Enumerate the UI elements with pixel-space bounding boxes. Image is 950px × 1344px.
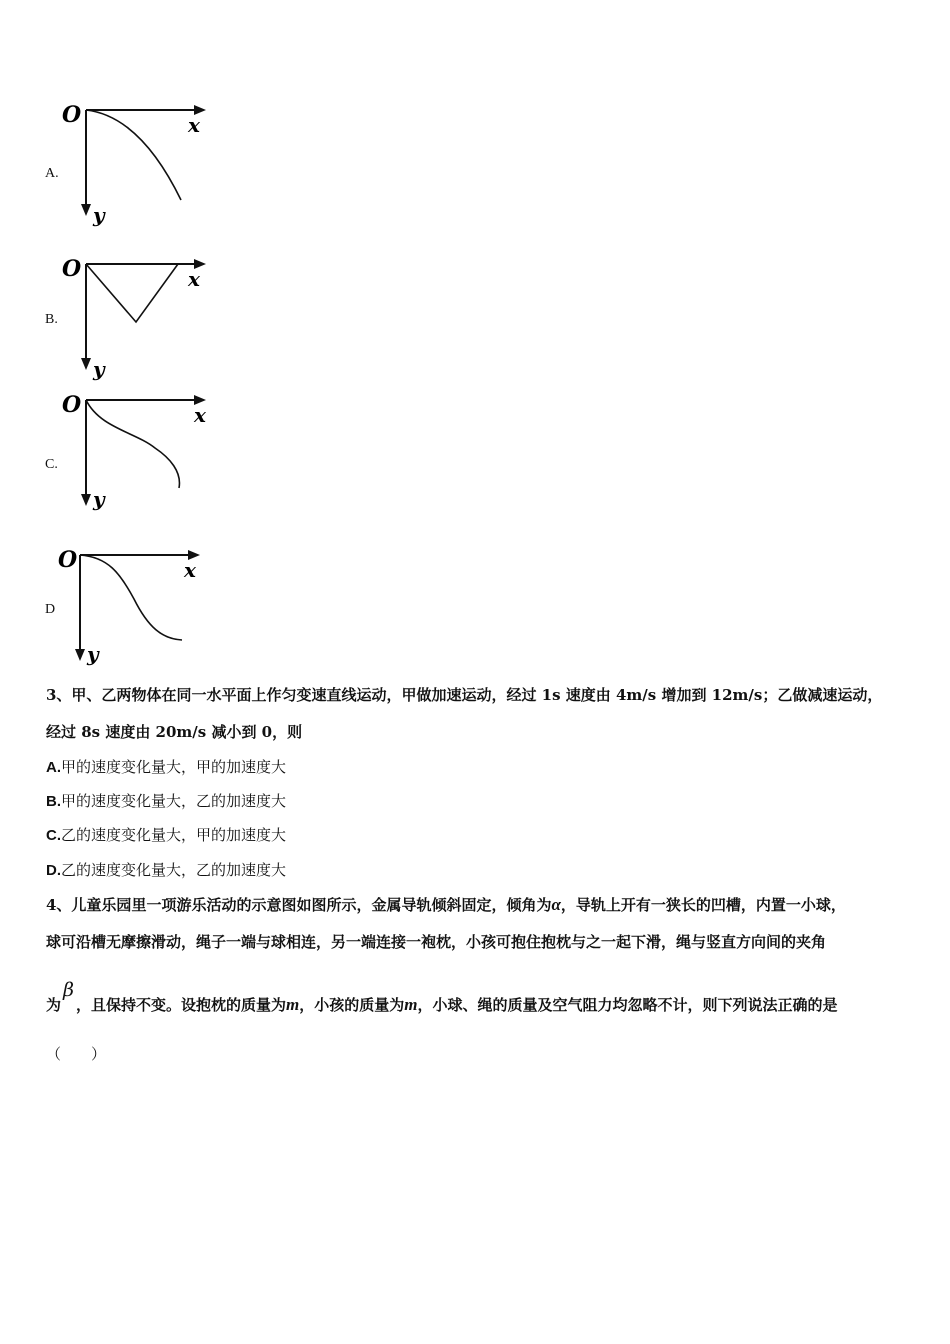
mass-symbol: m [286,995,300,1014]
beta-symbol: β [63,979,74,1001]
choice-letter: A. [46,759,61,776]
trajectory-curve-a [86,110,181,200]
origin-label: O [62,392,82,418]
q4-text: ，导轨上开有一狭长的凹槽，内置一小球， [560,896,846,914]
y-axis-label: y [87,642,99,666]
q3-choice-b[interactable] [46,790,286,811]
q4-text: ，小球、绳的质量及空气阻力均忽略不计，则下列说法正确的是 [417,996,838,1014]
q3-choice-d[interactable] [46,859,286,880]
choice-letter: D. [46,862,61,879]
origin-label: O [62,102,82,128]
q3-choice-c[interactable] [46,824,286,845]
option-d-label: D [45,602,56,617]
x-axis-label: x [188,113,200,137]
q4-stem-line-1 [46,894,910,915]
q4-stem-line-3 [46,979,910,1015]
q3-stem-line-1: 3、甲、乙两物体在同一水平面上作匀变速直线运动，甲做加速运动，经过 1s 速度由 4m/s 增加到 12m/s；乙做减速运动， [46,686,883,704]
trajectory-curve-c [86,400,179,488]
y-axis-label: y [93,487,105,511]
trajectory-curve-b [86,264,178,322]
choice-letter: C. [46,827,61,844]
choice-text: 乙的速度变化量大，乙的加速度大 [61,861,287,879]
q3-choice-a[interactable] [46,756,286,777]
x-axis-label: x [188,267,200,291]
x-axis-label: x [194,403,206,427]
q4-text: 为 [46,996,62,1014]
graph-b [60,252,220,382]
choice-text: 乙的速度变化量大，甲的加速度大 [61,826,287,844]
mass-symbol: m [404,995,418,1014]
graph-c [60,388,220,518]
choice-text: 甲的速度变化量大，乙的加速度大 [61,792,287,810]
x-axis-label: x [184,558,196,582]
option-a-label: A. [45,166,59,181]
q3-stem-line-2: 经过 8s 速度由 20m/s 减小到 0，则 [46,723,303,741]
q4-answer-parentheses: （ ） [46,1045,107,1063]
graph-a [60,98,220,228]
y-axis-label: y [93,357,105,381]
q4-stem-line-2: 球可沿槽无摩擦滑动，绳子一端与球相连，另一端连接一袍枕，小孩可抱住抱枕与之一起下滑，绳与竖直方向间的夹角 [46,933,827,951]
choice-text: 甲的速度变化量大，甲的加速度大 [61,758,287,776]
graph-d [58,543,218,673]
q4-text: ，且保持不变。设抱枕的质量为 [76,996,287,1014]
option-b-label: B. [45,312,58,327]
origin-label: O [62,256,82,282]
trajectory-curve-d [80,555,182,640]
q4-text: 4、儿童乐园里一项游乐活动的示意图如图所示，金属导轨倾斜固定，倾角为 [46,896,552,914]
alpha-symbol: α [551,895,561,914]
option-c-label: C. [45,457,58,472]
q4-text: ，小孩的质量为 [299,996,405,1014]
y-axis-label: y [93,203,105,227]
choice-letter: B. [46,793,61,810]
origin-label: O [58,547,78,573]
